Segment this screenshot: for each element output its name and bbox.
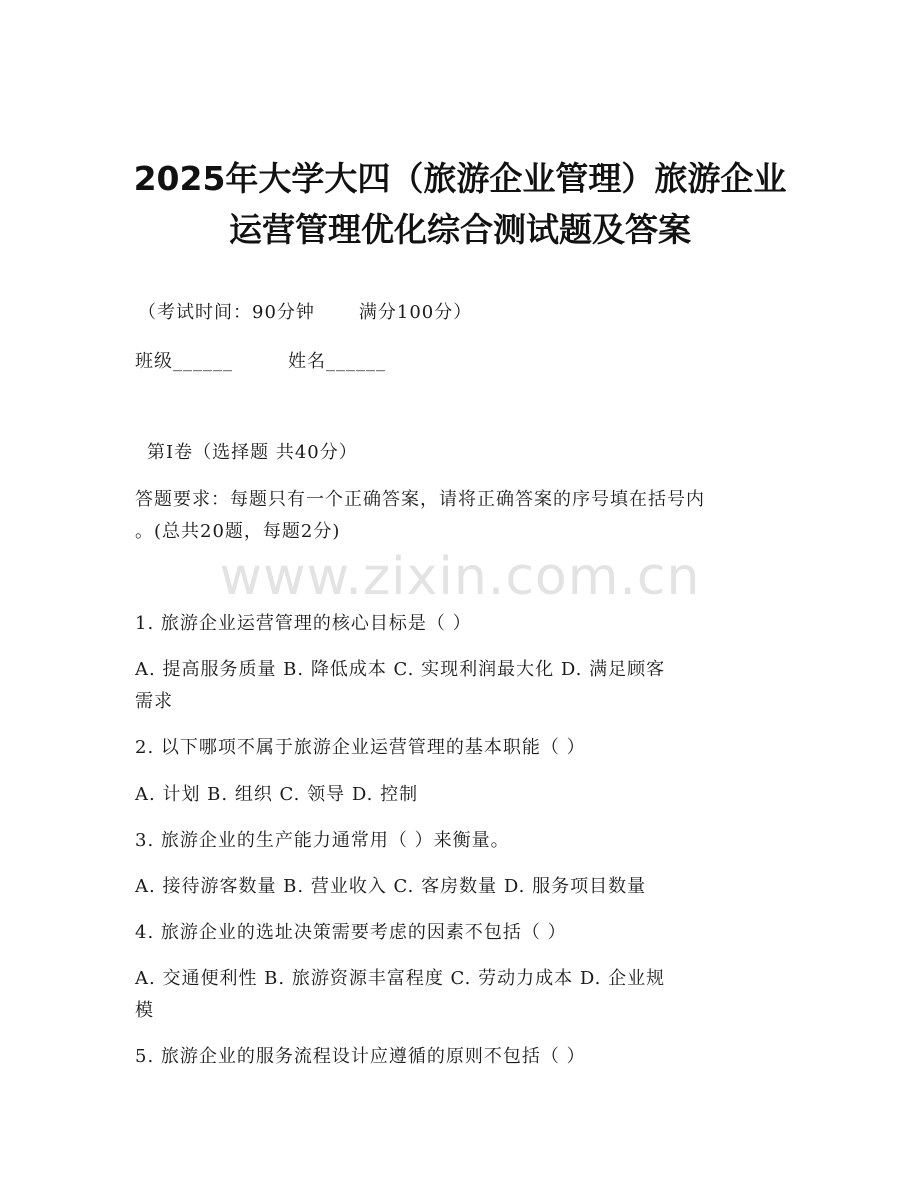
question-1-options-cont: 需求 (135, 691, 173, 712)
name-field-label: 姓名______ (288, 351, 386, 372)
exam-info (138, 300, 472, 326)
question-4-stem: 4. 旅游企业的选址决策需要考虑的因素不包括（ ） (135, 922, 567, 943)
question-3-stem: 3. 旅游企业的生产能力通常用（ ）来衡量。 (135, 830, 510, 851)
class-field-label: 班级______ (135, 351, 233, 372)
question-5-stem: 5. 旅游企业的服务流程设计应遵循的原则不包括（ ） (135, 1046, 586, 1067)
section-instruction-line-2: 。(总共20题，每题2分) (135, 521, 341, 542)
question-3-options: A. 接待游客数量 B. 营业收入 C. 客房数量 D. 服务项目数量 (135, 876, 647, 897)
question-2-options: A. 计划 B. 组织 C. 领导 D. 控制 (135, 784, 419, 805)
student-info (135, 349, 386, 375)
section-heading: 第I卷（选择题 共40分） (147, 442, 358, 463)
document-title-line-2: 运营管理优化综合测试题及答案 (229, 210, 691, 249)
question-4-options-cont: 模 (135, 1000, 154, 1021)
document-title-line-1: 2025年大学大四（旅游企业管理）旅游企业 (133, 159, 787, 198)
watermark: www.zixin.com.cn (219, 547, 701, 607)
question-1-stem: 1. 旅游企业运营管理的核心目标是（ ） (135, 613, 472, 634)
exam-total-score: 满分100分） (358, 302, 473, 323)
question-2-stem: 2. 以下哪项不属于旅游企业运营管理的基本职能（ ） (135, 737, 586, 758)
section-instruction-line-1: 答题要求：每题只有一个正确答案，请将正确答案的序号填在括号内 (135, 489, 705, 510)
question-4-options: A. 交通便利性 B. 旅游资源丰富程度 C. 劳动力成本 D. 企业规 (135, 968, 666, 989)
exam-time: （考试时间：90分钟 (138, 302, 315, 323)
question-1-options: A. 提高服务质量 B. 降低成本 C. 实现利润最大化 D. 满足顾客 (135, 659, 666, 680)
